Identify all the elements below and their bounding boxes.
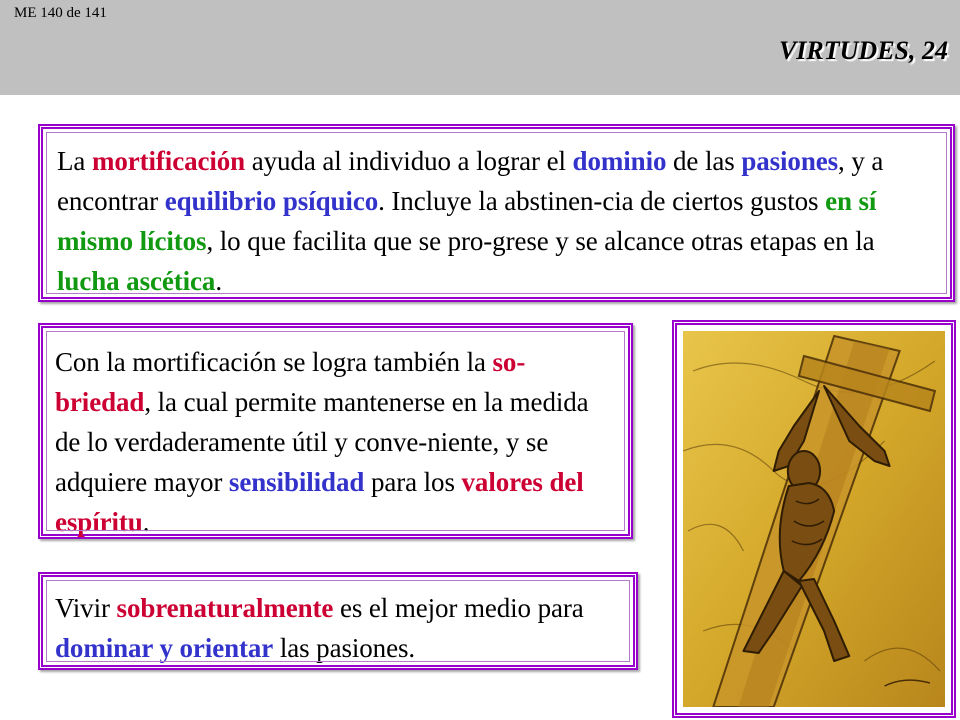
highlight-valores-espiritu: valores del espíritu <box>55 467 584 537</box>
page-number: ME 140 de 141 <box>14 5 107 21</box>
paragraph-sobrenatural <box>55 588 619 668</box>
highlight-sobriedad: so-briedad <box>55 347 526 417</box>
text-segment: . <box>215 266 222 296</box>
text-segment: , la cual permite mantenerse en la medida de lo verdaderamente útil y conve-niente, y se adquiere mayor <box>55 387 589 497</box>
highlight-dominar-orientar: dominar y orientar <box>55 633 274 663</box>
text-segment: . <box>142 507 150 537</box>
highlight-sobrenaturalmente: sobrenaturalmente <box>116 593 334 623</box>
highlight-dominio: dominio <box>572 146 667 176</box>
text-segment: ayuda al individuo a lograr el <box>245 146 573 176</box>
text-segment: , y a encontrar <box>57 146 884 216</box>
highlight-lucha-ascetica: lucha ascética <box>57 266 216 296</box>
text-segment: , lo que facilita que se pro-grese y se alcance otras etapas en la <box>206 226 875 256</box>
text-box-mortificacion <box>38 124 955 302</box>
crucifixion-drawing-icon <box>683 331 945 707</box>
highlight-licitos: en sí mismo lícitos <box>57 186 877 256</box>
text-segment: Vivir <box>55 593 117 623</box>
header-bar <box>0 0 960 95</box>
highlight-equilibrio: equilibrio psíquico <box>164 186 379 216</box>
text-box-sobrenatural <box>38 572 638 670</box>
image-frame <box>672 320 956 718</box>
highlight-pasiones: pasiones <box>741 146 839 176</box>
text-segment: para los <box>364 467 462 497</box>
slide-title: VIRTUDES, 24 <box>778 36 948 65</box>
text-segment: las pasiones. <box>273 633 416 663</box>
paragraph-sobriedad <box>55 342 614 542</box>
paragraph-mortificacion <box>57 141 936 301</box>
text-segment: La <box>57 146 92 176</box>
highlight-sensibilidad: sensibilidad <box>228 467 365 497</box>
text-segment: de las <box>666 146 742 176</box>
text-segment: . Incluye la abstinen-cia de ciertos gustos <box>378 186 826 216</box>
highlight-mortificacion: mortificación <box>91 146 246 176</box>
text-segment: Con la mortificación se logra también la <box>55 347 493 377</box>
text-segment: es el mejor medio para <box>333 593 584 623</box>
text-box-sobriedad <box>38 323 633 539</box>
